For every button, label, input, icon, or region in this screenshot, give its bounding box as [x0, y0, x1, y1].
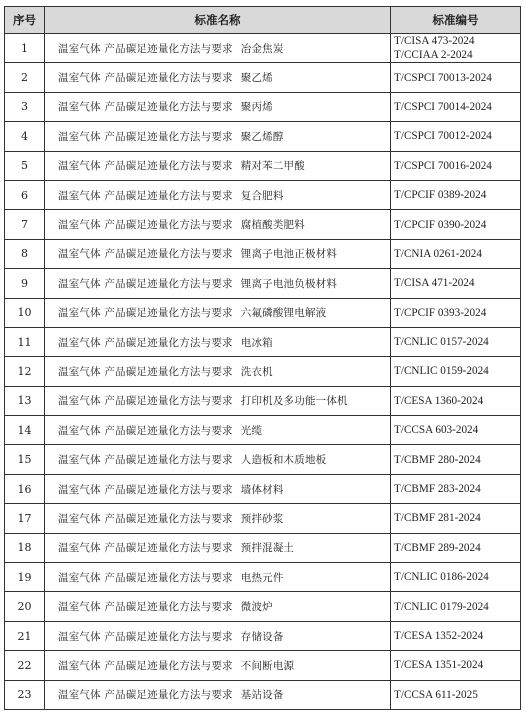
standard-code-cell — [391, 474, 521, 503]
table-row — [5, 92, 521, 121]
row-index: 16 — [5, 474, 45, 503]
row-index: 12 — [5, 357, 45, 386]
standard-name-cell — [45, 34, 391, 63]
standard-name-cell — [45, 563, 391, 592]
standard-name-cell — [45, 122, 391, 151]
table-row — [5, 122, 521, 151]
row-index: 21 — [5, 621, 45, 650]
standard-code-cell — [391, 298, 521, 327]
standard-code: T/CPCIF 0389-2024 — [394, 189, 487, 202]
standard-name-cell — [45, 651, 391, 680]
standard-name-product: 预拌砂浆 — [240, 512, 284, 525]
standard-name-product: 聚乙烯醇 — [240, 130, 284, 143]
standard-name-cell — [45, 210, 391, 239]
table-row — [5, 386, 521, 415]
standard-name-product: 微波炉 — [240, 601, 273, 614]
standard-code-cell — [391, 680, 521, 709]
standard-name-prefix: 温室气体 产品碳足迹量化方法与要求 — [58, 189, 233, 202]
table-row — [5, 445, 521, 474]
standard-name-product: 聚丙烯 — [240, 101, 273, 114]
standard-name-cell — [45, 92, 391, 121]
standard-code: T/CSPCI 70012-2024 — [394, 130, 492, 143]
header-standard-name: 标准名称 — [45, 7, 391, 34]
table-row — [5, 592, 521, 621]
standard-code-cell — [391, 151, 521, 180]
standard-name-cell — [45, 416, 391, 445]
standard-name-cell — [45, 269, 391, 298]
table-row — [5, 504, 521, 533]
standard-name-cell — [45, 63, 391, 92]
standard-code: T/CISA 473-2024 — [394, 35, 475, 48]
standard-name-cell — [45, 592, 391, 621]
standard-code: T/CSPCI 70013-2024 — [394, 71, 492, 84]
row-index: 19 — [5, 563, 45, 592]
standard-name-prefix: 温室气体 产品碳足迹量化方法与要求 — [58, 483, 233, 496]
standard-code: T/CESA 1352-2024 — [394, 630, 484, 642]
standard-name-product: 墙体材料 — [240, 483, 284, 496]
standard-name-prefix: 温室气体 产品碳足迹量化方法与要求 — [58, 601, 233, 614]
standard-code: T/CCIAA 2-2024 — [394, 49, 473, 62]
standard-name-cell — [45, 151, 391, 180]
table-row — [5, 357, 521, 386]
standard-code-cell — [391, 92, 521, 121]
standard-code-cell — [391, 445, 521, 474]
standard-name-product: 锂离子电池正极材料 — [240, 248, 338, 261]
row-index: 6 — [5, 180, 45, 209]
standard-code: T/CBMF 289-2024 — [394, 541, 481, 554]
standard-name-prefix: 温室气体 产品碳足迹量化方法与要求 — [58, 630, 233, 643]
row-index: 11 — [5, 327, 45, 356]
standard-code: T/CCSA 603-2024 — [394, 424, 479, 437]
standard-code: T/CBMF 283-2024 — [394, 483, 481, 496]
table-row — [5, 63, 521, 92]
table-row — [5, 416, 521, 445]
standard-name-prefix: 温室气体 产品碳足迹量化方法与要求 — [58, 72, 233, 85]
row-index: 3 — [5, 92, 45, 121]
standard-code-cell — [391, 386, 521, 415]
row-index: 2 — [5, 63, 45, 92]
row-index: 5 — [5, 151, 45, 180]
standard-name-prefix: 温室气体 产品碳足迹量化方法与要求 — [58, 248, 233, 261]
standard-name-cell — [45, 239, 391, 268]
table-row — [5, 34, 521, 63]
standard-code: T/CSPCI 70016-2024 — [394, 159, 492, 172]
standard-name-prefix: 温室气体 产品碳足迹量化方法与要求 — [58, 336, 233, 349]
standard-code: T/CISA 471-2024 — [394, 277, 475, 290]
standard-name-prefix: 温室气体 产品碳足迹量化方法与要求 — [58, 542, 233, 555]
table-row — [5, 563, 521, 592]
standard-name-product: 冶金焦炭 — [240, 42, 284, 55]
standard-code: T/CNLIC 0157-2024 — [394, 336, 489, 349]
standard-name-prefix: 温室气体 产品碳足迹量化方法与要求 — [58, 424, 233, 437]
standard-name-product: 精对苯二甲酸 — [240, 160, 305, 173]
standard-name-prefix: 温室气体 产品碳足迹量化方法与要求 — [58, 365, 233, 378]
standard-code-cell — [391, 563, 521, 592]
row-index: 17 — [5, 504, 45, 533]
standard-name-cell — [45, 621, 391, 650]
table-row — [5, 533, 521, 562]
standard-code-cell — [391, 327, 521, 356]
standard-name-prefix: 温室气体 产品碳足迹量化方法与要求 — [58, 512, 233, 525]
standard-name-product: 存储设备 — [240, 630, 284, 643]
standard-name-product: 洗衣机 — [240, 365, 273, 378]
standard-name-prefix: 温室气体 产品碳足迹量化方法与要求 — [58, 659, 233, 672]
row-index: 7 — [5, 210, 45, 239]
standard-name-prefix: 温室气体 产品碳足迹量化方法与要求 — [58, 571, 233, 584]
standard-name-product: 腐植酸类肥料 — [240, 219, 305, 232]
header-row — [5, 7, 521, 34]
standard-code-cell — [391, 621, 521, 650]
table-row — [5, 327, 521, 356]
standard-code-cell — [391, 269, 521, 298]
standard-code-cell — [391, 34, 521, 63]
standard-code-cell — [391, 239, 521, 268]
standard-name-prefix: 温室气体 产品碳足迹量化方法与要求 — [58, 277, 233, 290]
row-index: 14 — [5, 416, 45, 445]
table-row — [5, 474, 521, 503]
standard-name-cell — [45, 180, 391, 209]
standard-name-prefix: 温室气体 产品碳足迹量化方法与要求 — [58, 101, 233, 114]
standard-code-cell — [391, 210, 521, 239]
row-index: 1 — [5, 34, 45, 63]
row-index: 9 — [5, 269, 45, 298]
standard-name-prefix: 温室气体 产品碳足迹量化方法与要求 — [58, 42, 233, 55]
table-row — [5, 210, 521, 239]
standard-name-product: 聚乙烯 — [240, 72, 273, 85]
standard-name-cell — [45, 504, 391, 533]
standard-name-product: 锂离子电池负极材料 — [240, 277, 338, 290]
standard-code: T/CBMF 281-2024 — [394, 512, 481, 525]
table-row — [5, 680, 521, 709]
header-index: 序号 — [5, 7, 45, 34]
standard-name-cell — [45, 445, 391, 474]
standard-name-prefix: 温室气体 产品碳足迹量化方法与要求 — [58, 160, 233, 173]
table-row — [5, 151, 521, 180]
standard-code: T/CESA 1360-2024 — [394, 394, 484, 407]
standard-name-product: 光缆 — [240, 424, 263, 437]
standard-name-cell — [45, 680, 391, 709]
standard-code: T/CNIA 0261-2024 — [394, 247, 482, 260]
standard-name-cell — [45, 474, 391, 503]
row-index: 13 — [5, 386, 45, 415]
row-index: 20 — [5, 592, 45, 621]
standard-name-cell — [45, 386, 391, 415]
standard-name-prefix: 温室气体 产品碳足迹量化方法与要求 — [58, 130, 233, 143]
standard-name-product: 六氟磷酸锂电解液 — [240, 307, 327, 320]
standard-name-product: 基站设备 — [240, 689, 284, 702]
standard-name-prefix: 温室气体 产品碳足迹量化方法与要求 — [58, 689, 233, 702]
row-index: 23 — [5, 680, 45, 709]
row-index: 4 — [5, 122, 45, 151]
standard-name-product: 打印机及多功能一体机 — [240, 395, 348, 408]
standard-name-cell — [45, 327, 391, 356]
row-index: 15 — [5, 445, 45, 474]
standard-name-product: 复合肥料 — [240, 189, 284, 202]
standard-name-prefix: 温室气体 产品碳足迹量化方法与要求 — [58, 219, 233, 232]
standard-name-cell — [45, 298, 391, 327]
table-row — [5, 180, 521, 209]
row-index: 8 — [5, 239, 45, 268]
standard-code: T/CSPCI 70014-2024 — [394, 100, 492, 113]
standard-code: T/CESA 1351-2024 — [394, 659, 484, 672]
standard-code: T/CNLIC 0179-2024 — [394, 600, 489, 613]
standard-code: T/CNLIC 0159-2024 — [394, 365, 489, 378]
standard-code-cell — [391, 533, 521, 562]
standard-code-cell — [391, 592, 521, 621]
standard-code-cell — [391, 357, 521, 386]
standard-code-cell — [391, 180, 521, 209]
row-index: 18 — [5, 533, 45, 562]
standard-code-cell — [391, 416, 521, 445]
row-index: 10 — [5, 298, 45, 327]
standard-name-product: 预拌混凝土 — [240, 542, 295, 555]
standard-code: T/CBMF 280-2024 — [394, 453, 481, 466]
standard-code: T/CPCIF 0390-2024 — [394, 218, 487, 231]
standards-table — [4, 6, 521, 710]
standard-code-cell — [391, 63, 521, 92]
standard-name-cell — [45, 357, 391, 386]
standard-code-cell — [391, 504, 521, 533]
standard-code-cell — [391, 651, 521, 680]
standard-code: T/CPCIF 0393-2024 — [394, 306, 487, 319]
table-body — [5, 34, 521, 710]
standard-code: T/CCSA 611-2025 — [394, 688, 478, 701]
table-header — [5, 7, 521, 34]
table-row — [5, 269, 521, 298]
table-row — [5, 651, 521, 680]
row-index: 22 — [5, 651, 45, 680]
standard-code: T/CNLIC 0186-2024 — [394, 571, 489, 584]
standard-name-prefix: 温室气体 产品碳足迹量化方法与要求 — [58, 307, 233, 320]
standard-code-cell — [391, 122, 521, 151]
standard-name-product: 电热元件 — [240, 571, 284, 584]
table-row — [5, 621, 521, 650]
standard-name-product: 不间断电源 — [240, 659, 295, 672]
table-row — [5, 239, 521, 268]
standard-name-product: 人造板和木质地板 — [240, 454, 327, 467]
table-row — [5, 298, 521, 327]
standard-name-prefix: 温室气体 产品碳足迹量化方法与要求 — [58, 454, 233, 467]
standard-name-cell — [45, 533, 391, 562]
standard-name-prefix: 温室气体 产品碳足迹量化方法与要求 — [58, 395, 233, 408]
standard-name-product: 电冰箱 — [240, 336, 273, 349]
header-standard-code: 标准编号 — [391, 7, 521, 34]
